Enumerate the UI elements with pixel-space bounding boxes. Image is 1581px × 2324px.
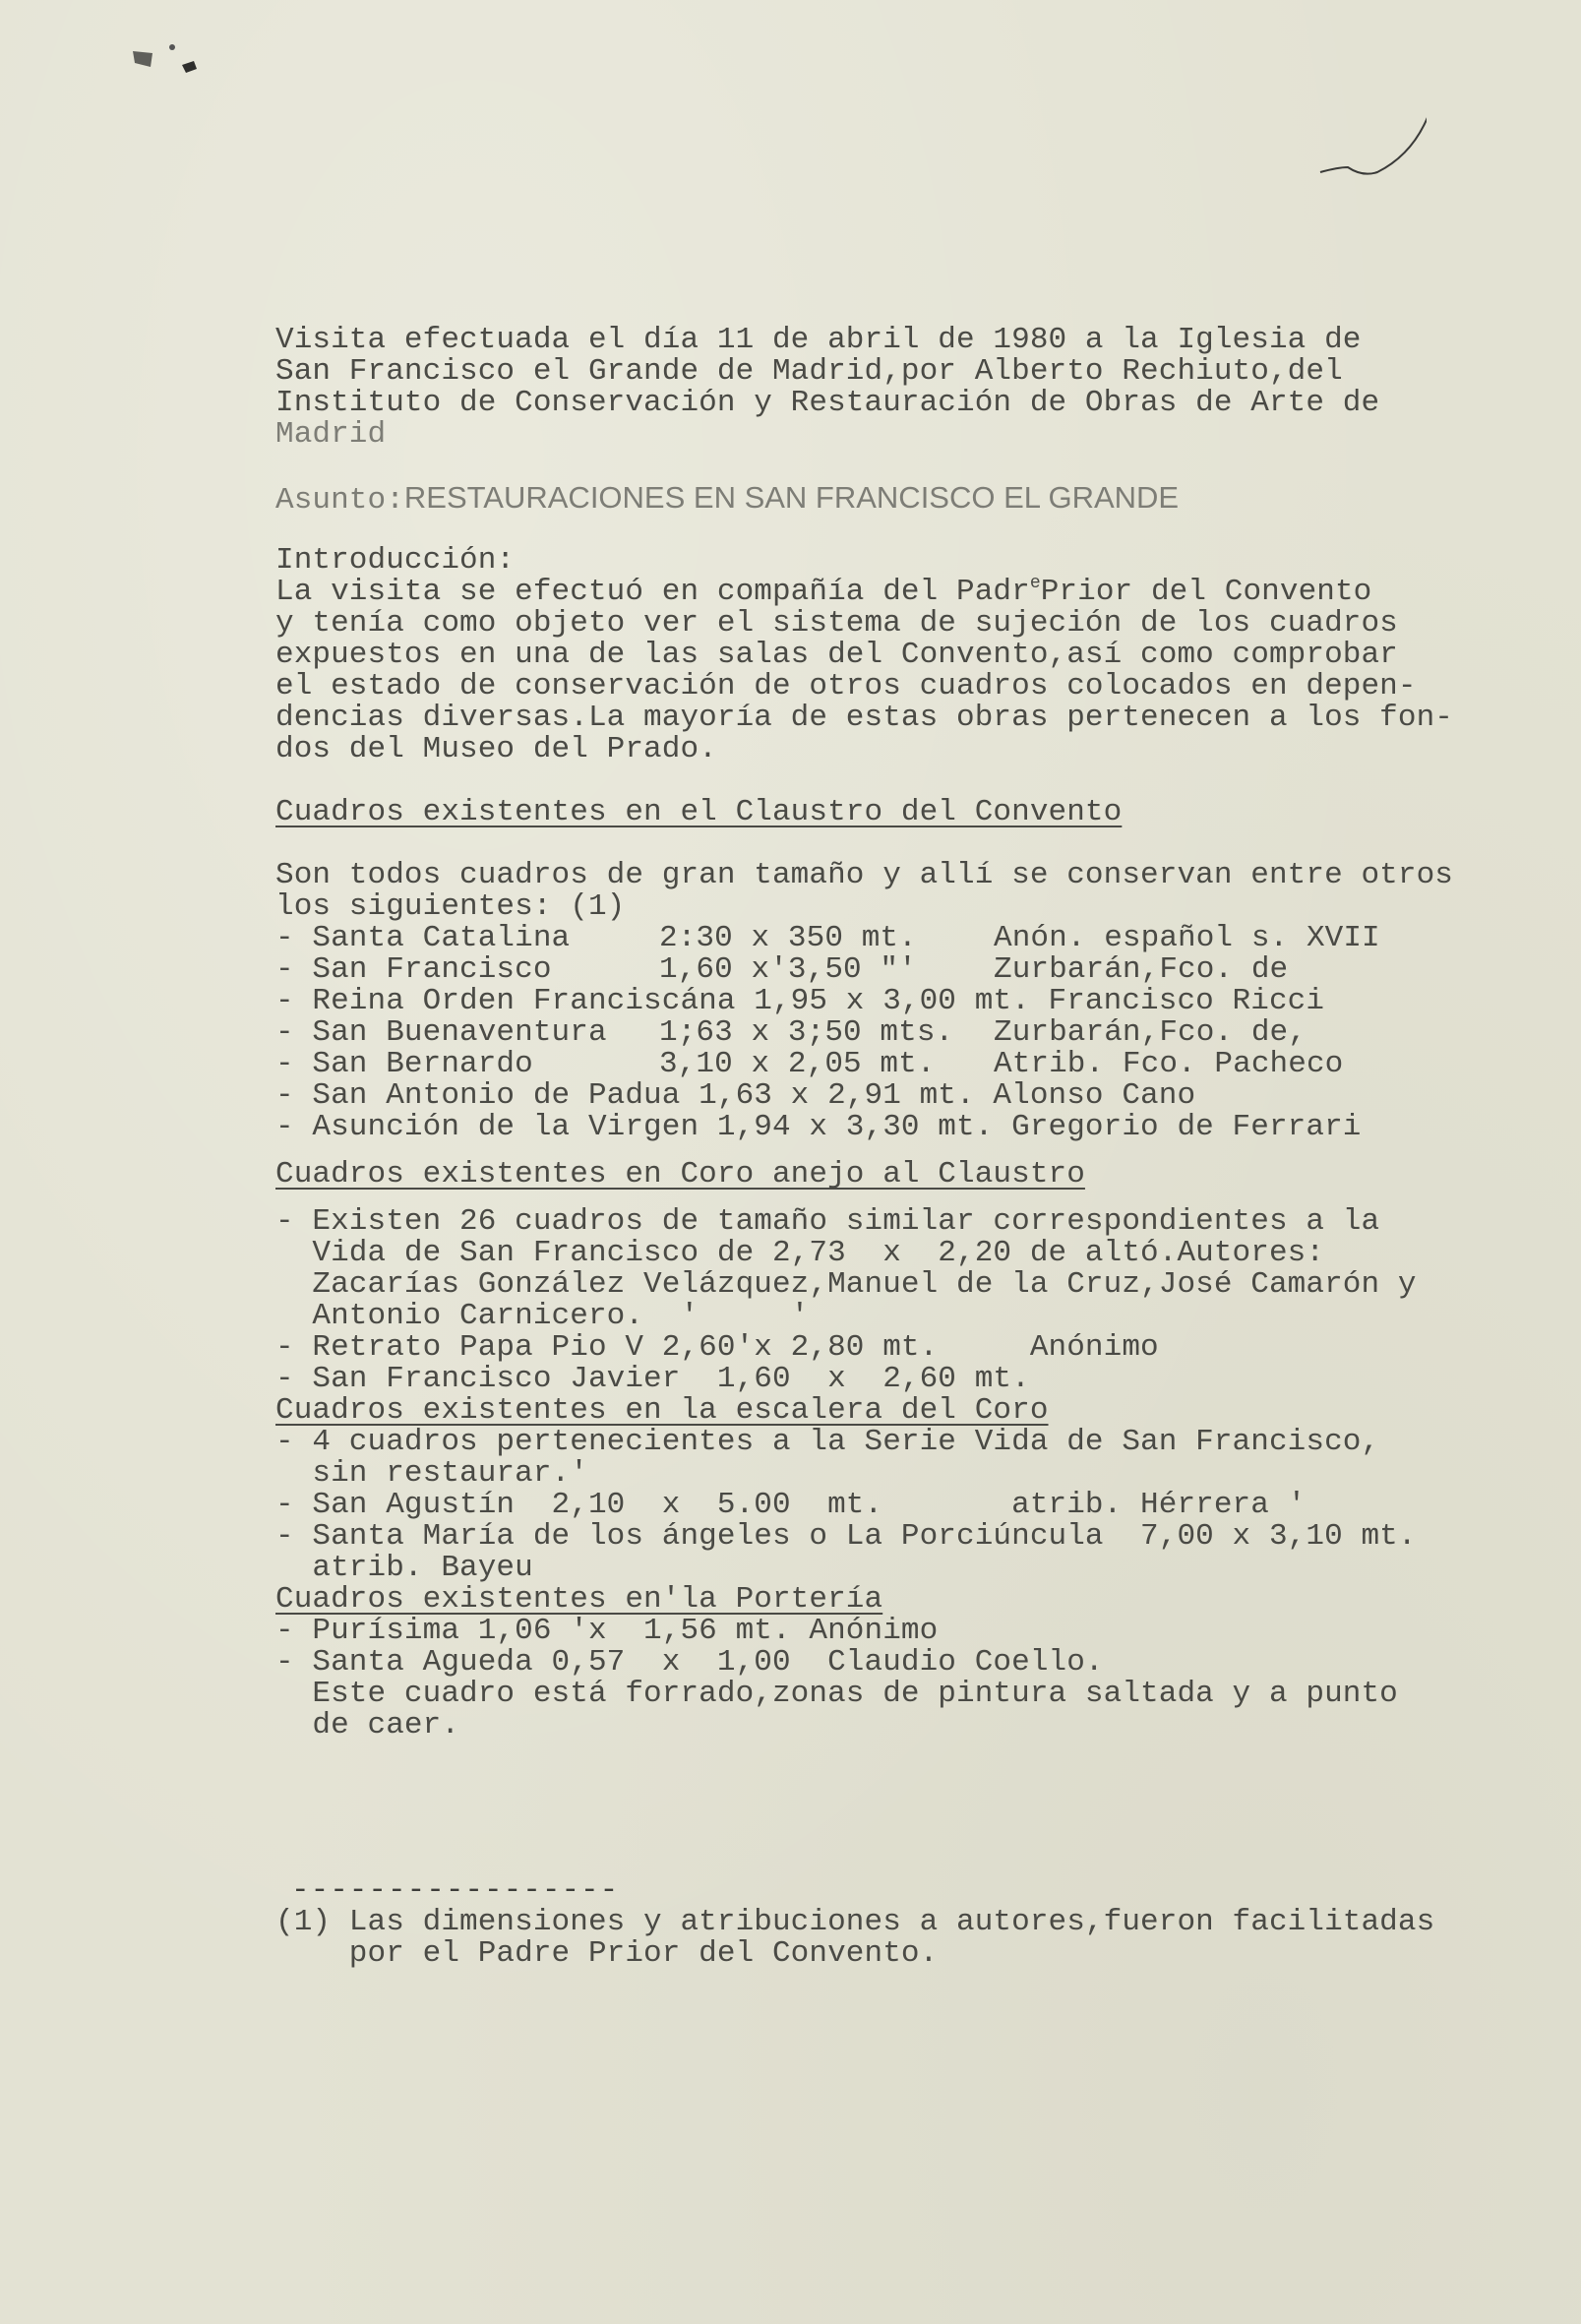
section-text: Este cuadro está forrado,zonas de pintura saltada y a punto [275,1677,1398,1711]
section-heading-escalera: Cuadros existentes en la escalera del Coro [275,1393,1049,1428]
painting-dimensions: 1,94 x 3,30 mt. [716,1110,994,1144]
painting-author: Zurbarán,Fco. de, [994,1015,1307,1050]
painting-dimensions: 1;63 x 3;50 mts. [659,1015,954,1050]
painting-dimensions: 1,95 x 3,00 mt. [754,984,1030,1018]
painting-title: - San Bernardo [275,1047,533,1081]
painting-author: Gregorio de Ferrari [1011,1110,1362,1144]
painting-title [275,986,1324,1017]
painting-title: - Santa Catalina [275,921,571,955]
painting-title: - San Francisco [275,952,552,987]
staple-mark-icon [123,39,221,79]
section-text: - 4 cuadros pertenecientes a la Serie Vida de San Francisco, [275,1425,1380,1459]
subject-value: RESTAURACIONES EN SAN FRANCISCO EL GRANDE [403,480,1180,515]
header-line: Madrid [275,417,387,452]
painting-author: Anón. español s. XVII [994,921,1380,955]
painting-title: - Reina Orden Franciscána [275,984,736,1018]
section-text: - Santa María de los ángeles o La Porciúncula 7,00 x 3,10 mt. [275,1519,1417,1554]
introduction-line [275,574,1372,609]
painting-title: - San Antonio de Padua [275,1078,681,1113]
footnote-line: (1) Las dimensiones y atribuciones a autores,fueron facilitadas [275,1905,1435,1939]
section-text: - Santa Agueda 0,57 x 1,00 Claudio Coello. [275,1645,1104,1680]
introduction-line: dencias diversas.La mayoría de estas obras pertenecen a los fon- [275,701,1453,735]
introduction-line: y tenía como objeto ver el sistema de sujeción de los cuadros [275,606,1398,641]
pencil-mark-icon [1308,20,1427,187]
header-line: Visita efectuada el día 11 de abril de 1980 a la Iglesia de [275,323,1362,357]
introduction-title: Introducción: [275,543,516,578]
introduction-line: dos del Museo del Prado. [275,732,717,766]
section-text: Son todos cuadros de gran tamaño y allí se conservan entre otros [275,858,1453,892]
section-text: Antonio Carnicero. ' ' [275,1299,810,1333]
painting-title [275,1112,1361,1143]
section-heading-coro: Cuadros existentes en Coro anejo al Claustro [275,1157,1085,1192]
header-line: Instituto de Conservación y Restauración de Obras de Arte de [275,386,1380,420]
painting-dimensions: 1,60 x'3,50 "' [659,952,917,987]
section-text: - Purísima 1,06 'x 1,56 mt. Anónimo [275,1614,939,1648]
section-text: de caer. [275,1708,460,1743]
footnote-separator: ----------------- [291,1873,620,1908]
painting-author: Francisco Ricci [1048,984,1325,1018]
painting-author: Zurbarán,Fco. de [994,952,1289,987]
painting-title: - San Buenaventura [275,1015,607,1050]
section-text: sin restaurar.' [275,1456,588,1491]
footnote-line: por el Padre Prior del Convento. [275,1936,939,1971]
introduction-line: expuestos en una de las salas del Convento,así como comprobar [275,638,1398,672]
section-text: - Retrato Papa Pio V 2,60'x 2,80 mt. Anónimo [275,1330,1159,1365]
painting-author: Atrib. Fco. Pacheco [994,1047,1344,1081]
subject-line [275,480,1180,518]
section-text: Zacarías González Velázquez,Manuel de la Cruz,José Camarón y [275,1267,1417,1302]
painting-dimensions: 3,10 x 2,05 mt. [659,1047,936,1081]
painting-author: Alonso Cano [993,1078,1196,1113]
subject-label: Asunto: [275,483,404,518]
section-text: Vida de San Francisco de 2,73 x 2,20 de altó.Autores: [275,1236,1325,1270]
section-text: los siguientes: (1) [275,889,626,924]
painting-title [275,1080,1195,1112]
text-span: Prior del Convento [1040,575,1372,609]
section-text: atrib. Bayeu [275,1551,533,1585]
section-heading-claustro: Cuadros existentes en el Claustro del Convento [275,795,1123,829]
header-line: San Francisco el Grande de Madrid,por Alberto Rechiuto,del [275,354,1343,389]
painting-dimensions: 1,63 x 2,91 mt. [699,1078,975,1113]
section-heading-porteria: Cuadros existentes en'la Portería [275,1582,883,1617]
section-text: - Existen 26 cuadros de tamaño similar correspondientes a la [275,1204,1380,1239]
painting-dimensions: 2:30 x 350 mt. [659,921,917,955]
section-text: - San Agustín 2,10 x 5.00 mt. atrib. Hérrera ' [275,1488,1307,1522]
section-text: - San Francisco Javier 1,60 x 2,60 mt. [275,1362,1030,1396]
introduction-line: el estado de conservación de otros cuadros colocados en depen- [275,669,1417,703]
superscript: e [1029,574,1041,593]
painting-title: - Asunción de la Virgen [275,1110,699,1144]
text-span: La visita se efectuó en compañía del Padr [275,575,1030,609]
